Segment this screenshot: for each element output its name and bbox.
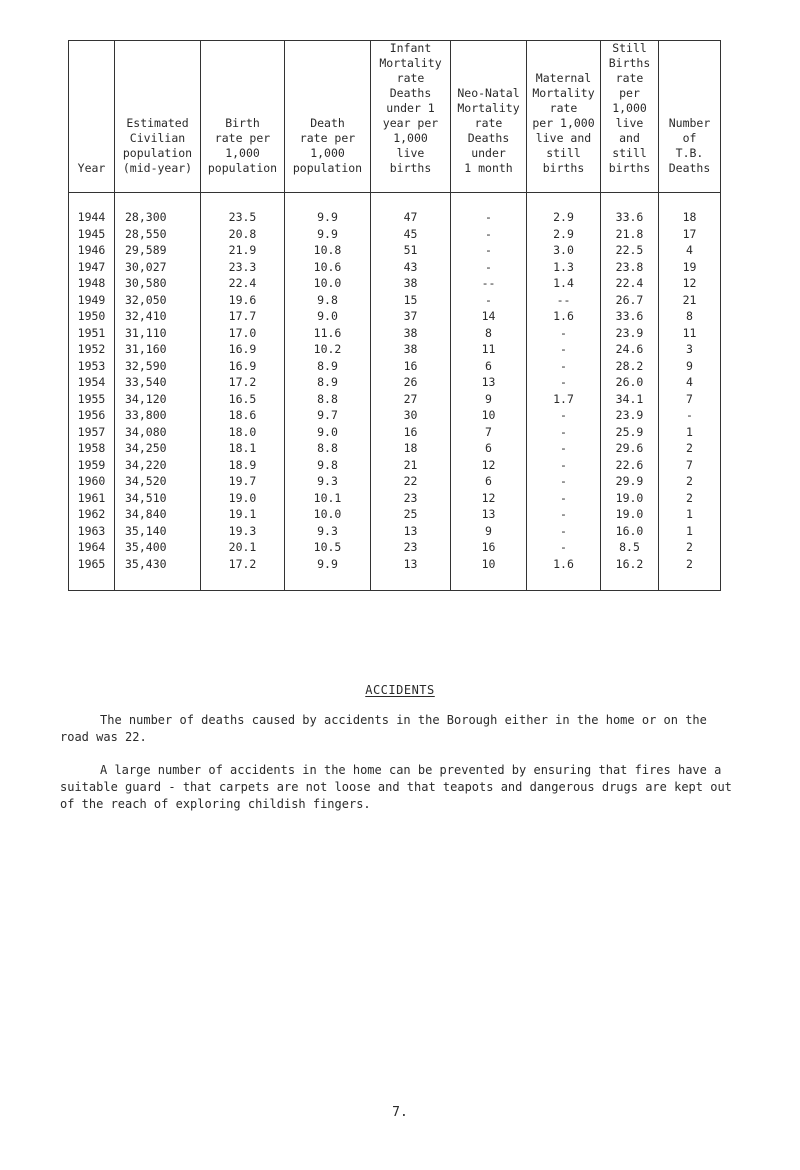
- table-row: [69, 440, 721, 457]
- cell-birth-rate: 16.5: [201, 391, 285, 408]
- cell-birth-rate: 23.3: [201, 259, 285, 276]
- cell-tb-deaths: 4: [659, 242, 721, 259]
- cell-neonatal-mortality: 6: [451, 440, 527, 457]
- header-neonatal-mortality: Neo-Natal Mortality rate Deaths under 1 month: [451, 41, 527, 193]
- cell-infant-mortality: 15: [371, 292, 451, 309]
- cell-death-rate: 9.0: [285, 308, 371, 325]
- cell-year: 1953: [69, 358, 115, 375]
- cell-still-births: 22.6: [601, 457, 659, 474]
- cell-maternal-mortality: -: [527, 490, 601, 507]
- cell-maternal-mortality: --: [527, 292, 601, 309]
- cell-neonatal-mortality: -: [451, 259, 527, 276]
- cell-death-rate: 11.6: [285, 325, 371, 342]
- cell-neonatal-mortality: 13: [451, 374, 527, 391]
- cell-year: 1964: [69, 539, 115, 556]
- cell-population: 34,120: [115, 391, 201, 408]
- cell-maternal-mortality: -: [527, 457, 601, 474]
- cell-population: 35,400: [115, 539, 201, 556]
- table-row: [69, 490, 721, 507]
- cell-population: 34,520: [115, 473, 201, 490]
- cell-neonatal-mortality: 9: [451, 391, 527, 408]
- cell-tb-deaths: 9: [659, 358, 721, 375]
- cell-maternal-mortality: -: [527, 374, 601, 391]
- cell-death-rate: 9.8: [285, 292, 371, 309]
- cell-tb-deaths: 2: [659, 440, 721, 457]
- cell-infant-mortality: 13: [371, 556, 451, 573]
- cell-death-rate: 10.0: [285, 275, 371, 292]
- cell-death-rate: 10.1: [285, 490, 371, 507]
- cell-infant-mortality: 23: [371, 490, 451, 507]
- cell-birth-rate: 17.0: [201, 325, 285, 342]
- cell-still-births: 33.6: [601, 209, 659, 226]
- cell-neonatal-mortality: 10: [451, 556, 527, 573]
- cell-infant-mortality: 38: [371, 341, 451, 358]
- cell-tb-deaths: 2: [659, 473, 721, 490]
- cell-tb-deaths: 4: [659, 374, 721, 391]
- cell-year: 1954: [69, 374, 115, 391]
- accidents-heading: ACCIDENTS: [365, 683, 435, 697]
- cell-maternal-mortality: 1.6: [527, 556, 601, 573]
- cell-birth-rate: 17.7: [201, 308, 285, 325]
- cell-infant-mortality: 51: [371, 242, 451, 259]
- cell-neonatal-mortality: -: [451, 242, 527, 259]
- table-row: [69, 407, 721, 424]
- cell-infant-mortality: 18: [371, 440, 451, 457]
- cell-maternal-mortality: -: [527, 539, 601, 556]
- cell-birth-rate: 16.9: [201, 341, 285, 358]
- cell-maternal-mortality: -: [527, 440, 601, 457]
- cell-infant-mortality: 45: [371, 226, 451, 243]
- cell-death-rate: 10.6: [285, 259, 371, 276]
- table-row: [69, 523, 721, 540]
- cell-tb-deaths: -: [659, 407, 721, 424]
- table-row: [69, 259, 721, 276]
- cell-year: 1963: [69, 523, 115, 540]
- cell-year: 1958: [69, 440, 115, 457]
- cell-birth-rate: 18.0: [201, 424, 285, 441]
- table-row: [69, 424, 721, 441]
- cell-birth-rate: 17.2: [201, 556, 285, 573]
- cell-death-rate: 8.9: [285, 374, 371, 391]
- cell-birth-rate: 22.4: [201, 275, 285, 292]
- cell-maternal-mortality: 1.3: [527, 259, 601, 276]
- cell-tb-deaths: 8: [659, 308, 721, 325]
- cell-population: 34,250: [115, 440, 201, 457]
- cell-infant-mortality: 16: [371, 424, 451, 441]
- header-population: Estimated Civilian population (mid-year): [115, 41, 201, 193]
- cell-year: 1945: [69, 226, 115, 243]
- cell-infant-mortality: 43: [371, 259, 451, 276]
- cell-death-rate: 9.9: [285, 556, 371, 573]
- cell-death-rate: 10.0: [285, 506, 371, 523]
- cell-birth-rate: 18.9: [201, 457, 285, 474]
- cell-maternal-mortality: -: [527, 325, 601, 342]
- cell-population: 34,840: [115, 506, 201, 523]
- cell-population: 32,410: [115, 308, 201, 325]
- cell-birth-rate: 19.7: [201, 473, 285, 490]
- accidents-paragraph-1: The number of deaths caused by accidents in the Borough either in the home or on the road was 22.: [60, 713, 707, 744]
- cell-birth-rate: 19.0: [201, 490, 285, 507]
- vital-statistics-table: [68, 40, 721, 591]
- cell-neonatal-mortality: 9: [451, 523, 527, 540]
- cell-neonatal-mortality: 12: [451, 490, 527, 507]
- cell-population: 34,510: [115, 490, 201, 507]
- cell-population: 28,300: [115, 209, 201, 226]
- cell-still-births: 19.0: [601, 506, 659, 523]
- table-row: [69, 325, 721, 342]
- cell-year: 1948: [69, 275, 115, 292]
- cell-neonatal-mortality: -: [451, 292, 527, 309]
- cell-infant-mortality: 47: [371, 209, 451, 226]
- table-row: [69, 275, 721, 292]
- cell-still-births: 29.9: [601, 473, 659, 490]
- cell-neonatal-mortality: 6: [451, 473, 527, 490]
- cell-tb-deaths: 2: [659, 490, 721, 507]
- cell-tb-deaths: 17: [659, 226, 721, 243]
- table-row: [69, 374, 721, 391]
- cell-still-births: 23.9: [601, 407, 659, 424]
- cell-tb-deaths: 1: [659, 523, 721, 540]
- cell-death-rate: 9.3: [285, 523, 371, 540]
- cell-year: 1944: [69, 209, 115, 226]
- cell-population: 32,050: [115, 292, 201, 309]
- cell-death-rate: 10.5: [285, 539, 371, 556]
- cell-infant-mortality: 16: [371, 358, 451, 375]
- cell-year: 1962: [69, 506, 115, 523]
- cell-still-births: 26.7: [601, 292, 659, 309]
- cell-still-births: 24.6: [601, 341, 659, 358]
- header-death-rate: Death rate per 1,000 population: [285, 41, 371, 193]
- cell-still-births: 21.8: [601, 226, 659, 243]
- cell-infant-mortality: 13: [371, 523, 451, 540]
- table-row: [69, 556, 721, 573]
- table-row: [69, 209, 721, 226]
- cell-maternal-mortality: 1.6: [527, 308, 601, 325]
- cell-tb-deaths: 2: [659, 539, 721, 556]
- cell-death-rate: 8.9: [285, 358, 371, 375]
- cell-still-births: 16.0: [601, 523, 659, 540]
- cell-year: 1965: [69, 556, 115, 573]
- cell-neonatal-mortality: 10: [451, 407, 527, 424]
- cell-neonatal-mortality: 16: [451, 539, 527, 556]
- cell-still-births: 19.0: [601, 490, 659, 507]
- cell-neonatal-mortality: 14: [451, 308, 527, 325]
- table-end-row: [69, 572, 721, 591]
- cell-population: 33,800: [115, 407, 201, 424]
- table-row: [69, 457, 721, 474]
- cell-infant-mortality: 27: [371, 391, 451, 408]
- cell-birth-rate: 17.2: [201, 374, 285, 391]
- table-row: [69, 226, 721, 243]
- cell-population: 29,589: [115, 242, 201, 259]
- cell-infant-mortality: 22: [371, 473, 451, 490]
- cell-death-rate: 10.8: [285, 242, 371, 259]
- table-row: [69, 341, 721, 358]
- cell-still-births: 22.4: [601, 275, 659, 292]
- cell-year: 1951: [69, 325, 115, 342]
- table-row: [69, 473, 721, 490]
- cell-maternal-mortality: -: [527, 424, 601, 441]
- cell-population: 34,080: [115, 424, 201, 441]
- cell-neonatal-mortality: 11: [451, 341, 527, 358]
- cell-maternal-mortality: 1.7: [527, 391, 601, 408]
- cell-birth-rate: 19.1: [201, 506, 285, 523]
- cell-maternal-mortality: -: [527, 473, 601, 490]
- cell-still-births: 8.5: [601, 539, 659, 556]
- cell-still-births: 23.9: [601, 325, 659, 342]
- table-row: [69, 506, 721, 523]
- cell-infant-mortality: 37: [371, 308, 451, 325]
- cell-birth-rate: 20.8: [201, 226, 285, 243]
- cell-year: 1957: [69, 424, 115, 441]
- cell-tb-deaths: 21: [659, 292, 721, 309]
- cell-birth-rate: 19.6: [201, 292, 285, 309]
- cell-neonatal-mortality: 8: [451, 325, 527, 342]
- header-tb-deaths: Number of T.B. Deaths: [659, 41, 721, 193]
- cell-tb-deaths: 12: [659, 275, 721, 292]
- cell-neonatal-mortality: 13: [451, 506, 527, 523]
- page-number: 7.: [392, 1105, 408, 1120]
- cell-birth-rate: 18.1: [201, 440, 285, 457]
- cell-death-rate: 9.3: [285, 473, 371, 490]
- cell-year: 1949: [69, 292, 115, 309]
- cell-population: 34,220: [115, 457, 201, 474]
- cell-tb-deaths: 7: [659, 457, 721, 474]
- cell-death-rate: 9.9: [285, 209, 371, 226]
- cell-year: 1946: [69, 242, 115, 259]
- cell-year: 1960: [69, 473, 115, 490]
- cell-tb-deaths: 18: [659, 209, 721, 226]
- cell-infant-mortality: 38: [371, 275, 451, 292]
- cell-tb-deaths: 11: [659, 325, 721, 342]
- accidents-paragraph-2: A large number of accidents in the home can be prevented by ensuring that fires have a suitable guard - that carpets are not loose and that teapots and dangerous drugs are kept out of the reach of exploring childish fingers.: [60, 763, 732, 811]
- table-row: [69, 242, 721, 259]
- cell-death-rate: 8.8: [285, 440, 371, 457]
- cell-death-rate: 8.8: [285, 391, 371, 408]
- cell-tb-deaths: 19: [659, 259, 721, 276]
- cell-death-rate: 9.0: [285, 424, 371, 441]
- cell-population: 33,540: [115, 374, 201, 391]
- header-year: Year: [69, 41, 115, 193]
- cell-death-rate: 10.2: [285, 341, 371, 358]
- cell-population: 30,580: [115, 275, 201, 292]
- cell-population: 31,160: [115, 341, 201, 358]
- cell-tb-deaths: 2: [659, 556, 721, 573]
- cell-still-births: 26.0: [601, 374, 659, 391]
- cell-still-births: 23.8: [601, 259, 659, 276]
- cell-neonatal-mortality: 6: [451, 358, 527, 375]
- cell-maternal-mortality: -: [527, 506, 601, 523]
- cell-birth-rate: 23.5: [201, 209, 285, 226]
- cell-year: 1952: [69, 341, 115, 358]
- header-maternal-mortality: Maternal Mortality rate per 1,000 live and still births: [527, 41, 601, 193]
- cell-infant-mortality: 30: [371, 407, 451, 424]
- cell-maternal-mortality: -: [527, 523, 601, 540]
- header-still-births: Still Births rate per 1,000 live and still births: [601, 41, 659, 193]
- header-birth-rate: Birth rate per 1,000 population: [201, 41, 285, 193]
- cell-death-rate: 9.8: [285, 457, 371, 474]
- cell-still-births: 25.9: [601, 424, 659, 441]
- cell-population: 31,110: [115, 325, 201, 342]
- cell-infant-mortality: 25: [371, 506, 451, 523]
- table-header-row: [69, 41, 721, 193]
- cell-still-births: 16.2: [601, 556, 659, 573]
- cell-birth-rate: 20.1: [201, 539, 285, 556]
- cell-tb-deaths: 7: [659, 391, 721, 408]
- table-spacer-row: [69, 193, 721, 210]
- cell-infant-mortality: 26: [371, 374, 451, 391]
- cell-neonatal-mortality: 7: [451, 424, 527, 441]
- cell-year: 1950: [69, 308, 115, 325]
- table-row: [69, 292, 721, 309]
- cell-death-rate: 9.7: [285, 407, 371, 424]
- cell-neonatal-mortality: -: [451, 209, 527, 226]
- cell-neonatal-mortality: 12: [451, 457, 527, 474]
- cell-infant-mortality: 38: [371, 325, 451, 342]
- header-infant-mortality: Infant Mortality rate Deaths under 1 year per 1,000 live births: [371, 41, 451, 193]
- cell-infant-mortality: 21: [371, 457, 451, 474]
- cell-maternal-mortality: -: [527, 341, 601, 358]
- table-row: [69, 308, 721, 325]
- cell-still-births: 34.1: [601, 391, 659, 408]
- cell-birth-rate: 16.9: [201, 358, 285, 375]
- cell-birth-rate: 21.9: [201, 242, 285, 259]
- cell-maternal-mortality: 2.9: [527, 209, 601, 226]
- cell-maternal-mortality: 3.0: [527, 242, 601, 259]
- cell-tb-deaths: 1: [659, 424, 721, 441]
- cell-year: 1956: [69, 407, 115, 424]
- cell-tb-deaths: 3: [659, 341, 721, 358]
- cell-birth-rate: 18.6: [201, 407, 285, 424]
- cell-year: 1961: [69, 490, 115, 507]
- cell-year: 1947: [69, 259, 115, 276]
- cell-still-births: 33.6: [601, 308, 659, 325]
- cell-death-rate: 9.9: [285, 226, 371, 243]
- table-row: [69, 358, 721, 375]
- cell-tb-deaths: 1: [659, 506, 721, 523]
- cell-year: 1959: [69, 457, 115, 474]
- cell-year: 1955: [69, 391, 115, 408]
- cell-still-births: 22.5: [601, 242, 659, 259]
- cell-population: 35,430: [115, 556, 201, 573]
- cell-neonatal-mortality: -: [451, 226, 527, 243]
- cell-population: 35,140: [115, 523, 201, 540]
- table-row: [69, 539, 721, 556]
- cell-neonatal-mortality: --: [451, 275, 527, 292]
- cell-maternal-mortality: -: [527, 358, 601, 375]
- table-row: [69, 391, 721, 408]
- cell-still-births: 28.2: [601, 358, 659, 375]
- cell-population: 32,590: [115, 358, 201, 375]
- cell-maternal-mortality: -: [527, 407, 601, 424]
- cell-maternal-mortality: 2.9: [527, 226, 601, 243]
- cell-population: 28,550: [115, 226, 201, 243]
- cell-maternal-mortality: 1.4: [527, 275, 601, 292]
- cell-birth-rate: 19.3: [201, 523, 285, 540]
- cell-infant-mortality: 23: [371, 539, 451, 556]
- cell-still-births: 29.6: [601, 440, 659, 457]
- cell-population: 30,027: [115, 259, 201, 276]
